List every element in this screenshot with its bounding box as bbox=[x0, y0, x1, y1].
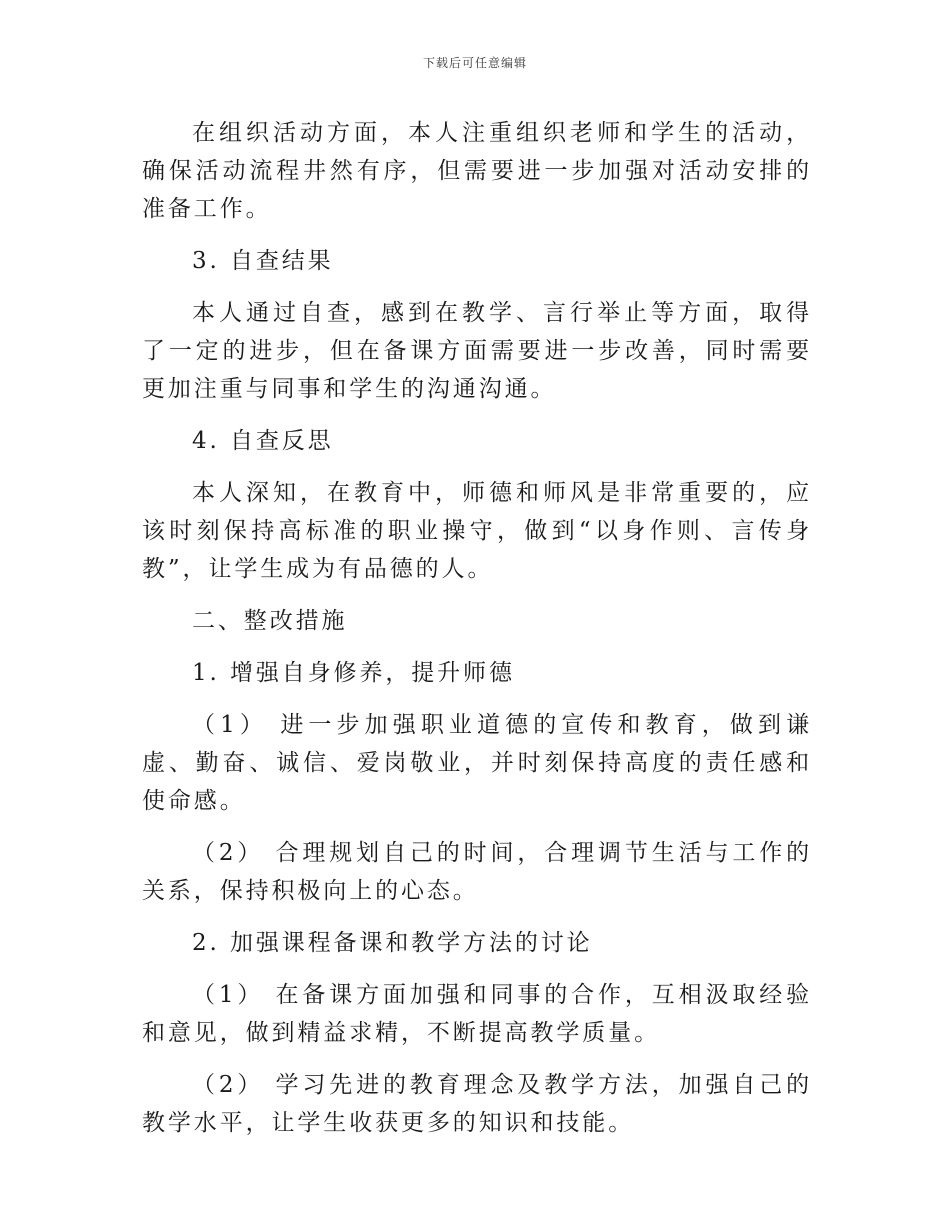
paragraph-measure-1-2: （2） 合理规划自己的时间，合理调节生活与工作的关系，保持积极向上的心态。 bbox=[142, 840, 812, 904]
paragraph-activity-organization: 在组织活动方面，本人注重组织老师和学生的活动，确保活动流程井然有序，但需要进一步加强对活动安排的准备工作。 bbox=[142, 120, 812, 222]
subheading-self-cultivation: 1. 增强自身修养，提升师德 bbox=[192, 660, 515, 686]
section-heading-self-reflection: 4. 自查反思 bbox=[192, 428, 334, 454]
document-body bbox=[142, 114, 812, 1156]
page-header: 下载后可任意编辑 bbox=[422, 56, 527, 70]
paragraph-self-check-results: 本人通过自查，感到在教学、言行举止等方面，取得了一定的进步，但在备课方面需要进一步改善，同时需要更加注重与同事和学生的沟通沟通。 bbox=[142, 300, 812, 402]
paragraph-measure-2-2: （2） 学习先进的教育理念及教学方法，加强自己的教学水平，让学生收获更多的知识和技能。 bbox=[142, 1072, 812, 1136]
paragraph-self-reflection: 本人深知，在教育中，师德和师风是非常重要的，应该时刻保持高标准的职业操守，做到“以身作则、言传身教”，让学生成为有品德的人。 bbox=[142, 480, 812, 582]
paragraph-measure-2-1: （1） 在备课方面加强和同事的合作，互相汲取经验和意见，做到精益求精，不断提高教学质量。 bbox=[142, 982, 812, 1046]
section-heading-rectification-measures: 二、整改措施 bbox=[192, 608, 348, 634]
paragraph-measure-1-1: （1） 进一步加强职业道德的宣传和教育，做到谦虚、勤奋、诚信、爱岗敬业，并时刻保持高度的责任感和使命感。 bbox=[142, 712, 812, 814]
subheading-lesson-preparation: 2. 加强课程备课和教学方法的讨论 bbox=[192, 930, 593, 956]
section-heading-self-check-results: 3. 自查结果 bbox=[192, 248, 334, 274]
